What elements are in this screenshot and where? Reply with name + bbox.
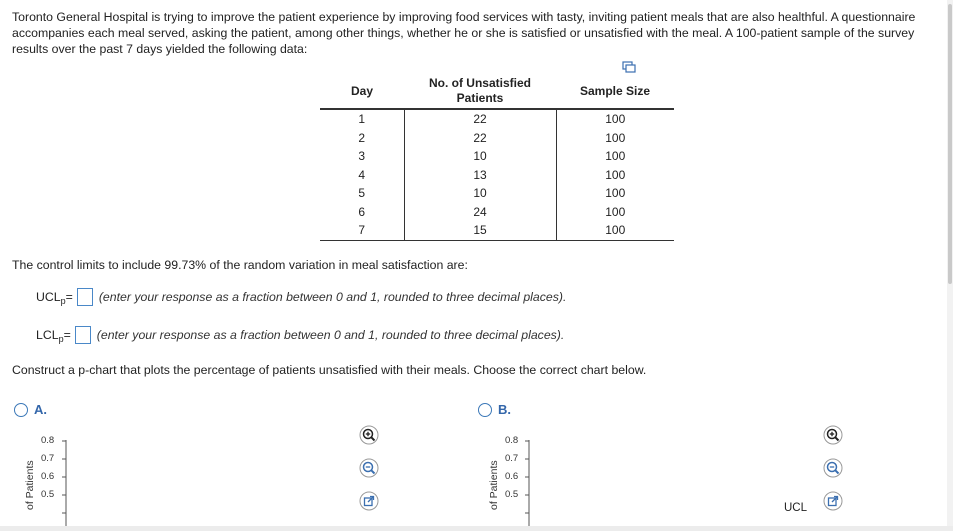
table-row xyxy=(320,109,674,129)
survey-data-table xyxy=(320,74,674,241)
table-row xyxy=(320,166,674,185)
option-a[interactable] xyxy=(14,402,47,417)
header-unsatisfied-line1: No. of Unsatisfied xyxy=(428,76,531,90)
cell-unsatisfied: 10 xyxy=(404,147,556,166)
cell-unsatisfied: 24 xyxy=(404,203,556,222)
cell-day: 5 xyxy=(320,184,404,203)
cell-unsatisfied: 15 xyxy=(404,221,556,240)
chart-a-tick: 0.7 xyxy=(41,453,55,464)
header-sample-size: Sample Size xyxy=(556,74,674,109)
zoom-in-icon[interactable] xyxy=(359,425,379,445)
chart-a-y-axis-label: of Patients xyxy=(24,460,36,510)
open-new-window-icon[interactable] xyxy=(823,491,843,511)
cell-day: 7 xyxy=(320,221,404,240)
zoom-out-icon[interactable] xyxy=(359,458,379,478)
chart-b-tick: 0.6 xyxy=(505,471,519,482)
cell-day: 6 xyxy=(320,203,404,222)
cell-sample: 100 xyxy=(605,149,626,164)
copy-data-icon[interactable] xyxy=(622,61,636,73)
cell-unsatisfied: 13 xyxy=(404,166,556,185)
cell-day: 3 xyxy=(320,147,404,166)
table-row xyxy=(320,203,674,222)
limits-intro: The control limits to include 99.73% of the random variation in meal satisfaction are: xyxy=(12,258,468,272)
cell-unsatisfied: 10 xyxy=(404,184,556,203)
cell-sample: 100 xyxy=(605,112,626,127)
cell-sample: 100 xyxy=(605,167,626,182)
zoom-out-icon[interactable] xyxy=(823,458,843,478)
table-row xyxy=(320,147,674,166)
lcl-row xyxy=(36,326,564,344)
chart-a-tick: 0.6 xyxy=(41,471,55,482)
option-b-label: B. xyxy=(498,402,511,417)
chart-question: Construct a p-chart that plots the percentage of patients unsatisfied with their meals. Choose the correct chart below. xyxy=(12,363,647,377)
ucl-row xyxy=(36,288,566,306)
chart-b xyxy=(466,430,806,530)
chart-a-tick: 0.8 xyxy=(41,435,55,446)
header-unsatisfied xyxy=(404,74,556,109)
option-a-label: A. xyxy=(34,402,47,417)
chart-b-ucl-label: UCL xyxy=(784,502,808,514)
cell-unsatisfied: 22 xyxy=(404,109,556,129)
scrollbar-thumb[interactable] xyxy=(948,4,952,284)
chart-b-tick: 0.8 xyxy=(505,435,519,446)
table-row xyxy=(320,221,674,240)
ucl-subscript: p xyxy=(60,296,66,306)
zoom-in-icon[interactable] xyxy=(823,425,843,445)
problem-statement: Toronto General Hospital is trying to improve the patient experience by improving food services with tasty, inviting patient meals that are also healthful. A questionnaire accompanies each meal served, asking the patient, among other things, whether he or she is satisfied or unsatisfied with the meal. A 100-patient sample of the survey results over the past 7 days yielded the following data: xyxy=(12,10,916,56)
lcl-hint: (enter your response as a fraction between 0 and 1, rounded to three decimal places). xyxy=(96,328,565,342)
open-new-window-icon[interactable] xyxy=(359,491,379,511)
chart-b-tick: 0.5 xyxy=(505,489,519,500)
header-unsatisfied-line2: Patients xyxy=(456,91,504,105)
ucl-input[interactable] xyxy=(77,288,93,306)
option-a-radio[interactable] xyxy=(14,403,28,417)
vertical-scrollbar[interactable] xyxy=(947,0,953,531)
lcl-input[interactable] xyxy=(75,326,91,344)
cell-unsatisfied: 22 xyxy=(404,129,556,148)
cell-sample: 100 xyxy=(605,130,626,145)
chart-a xyxy=(0,430,340,530)
cell-sample: 100 xyxy=(605,186,626,201)
ucl-hint: (enter your response as a fraction between 0 and 1, rounded to three decimal places). xyxy=(98,290,567,304)
ucl-label: UCL xyxy=(36,290,61,304)
cell-day: 1 xyxy=(320,109,404,129)
option-b-radio[interactable] xyxy=(478,403,492,417)
ucl-equals: = xyxy=(65,290,73,304)
header-day: Day xyxy=(320,74,404,109)
chart-a-tick: 0.5 xyxy=(41,489,55,500)
lcl-subscript: p xyxy=(58,334,64,344)
horizontal-scrollbar[interactable] xyxy=(0,526,953,531)
cell-sample: 100 xyxy=(556,221,674,240)
chart-b-tick: 0.7 xyxy=(505,453,519,464)
lcl-equals: = xyxy=(63,328,71,342)
option-b[interactable] xyxy=(478,402,511,417)
table-row xyxy=(320,184,674,203)
cell-day: 4 xyxy=(320,166,404,185)
table-row xyxy=(320,129,674,148)
cell-day: 2 xyxy=(320,129,404,148)
lcl-label: LCL xyxy=(36,328,59,342)
chart-b-y-axis-label: of Patients xyxy=(488,460,500,510)
cell-sample: 100 xyxy=(605,204,626,219)
